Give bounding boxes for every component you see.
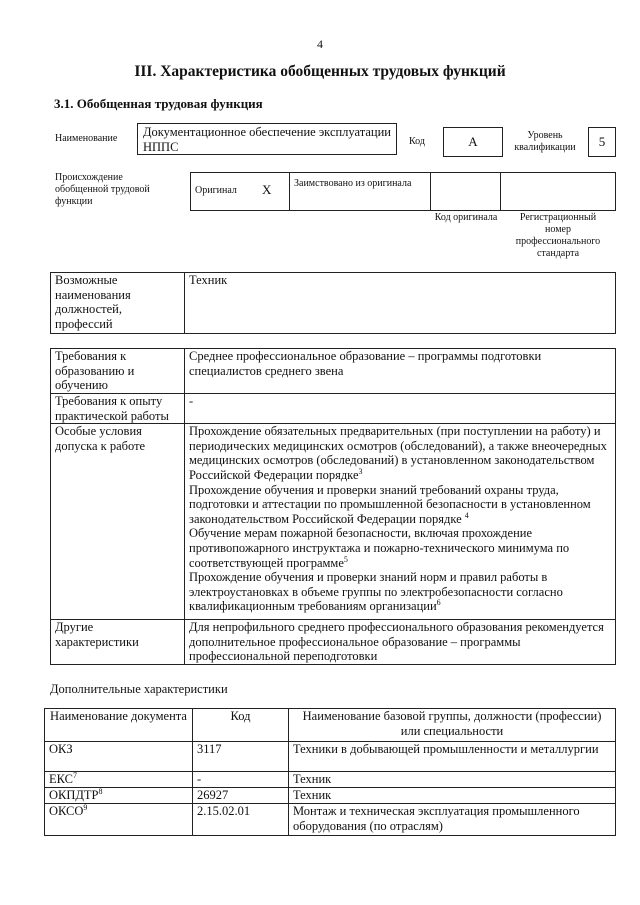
table-row [45, 788, 616, 804]
table-header-row [45, 709, 616, 742]
footnote-ref: 4 [464, 510, 469, 520]
doc-cell: ОКСО$^9$ [45, 804, 193, 836]
additional-title: Дополнительные характеристики [50, 682, 228, 696]
doc-cell: ЕКС$^7$ [45, 772, 193, 788]
footnote-ref: 9 [83, 802, 88, 812]
code-cell: 26927 [193, 788, 289, 804]
subsection-title: 3.1. Обобщенная трудовая функция [54, 96, 263, 111]
code-cell: 3117 [193, 742, 289, 772]
original-label: Оригинал [195, 185, 237, 196]
code-cell: - [193, 772, 289, 788]
code-original-caption: Код оригинала [434, 212, 498, 223]
positions-label: Возможные наименования должностей, профессий [51, 273, 185, 334]
table-row [51, 394, 616, 424]
name-cell: Техники в добывающей промышленности и металлургии [289, 742, 616, 772]
doc-cell: ОКПДТР$^8$ [45, 788, 193, 804]
doc-cell: ОКЗ [45, 742, 193, 772]
header-document: Наименование документа [45, 709, 193, 742]
footnote-ref: 5 [343, 554, 348, 564]
name-cell: Техник [289, 788, 616, 804]
footnote-ref: 6 [436, 598, 441, 608]
name-cell: Техник [289, 772, 616, 788]
condition-item: Прохождение обучения и проверки знаний норм и правил работы в электроустановках в объеме группы по электробезопасности согласно квалификационным требованиям организации$^6$ [189, 570, 563, 614]
requirement-value: Среднее профессиональное образование – программы подготовки специалистов среднего звена [185, 349, 616, 394]
header-code: Код [193, 709, 289, 742]
table-row [51, 620, 616, 665]
original-mark: Х [262, 182, 272, 197]
level-value-box [588, 127, 616, 157]
requirement-value: Для непрофильного среднего профессионального образования рекомендуется дополнительное профессиональное образование – программы профессиональной переподготовки [185, 620, 616, 665]
additional-table [44, 708, 616, 836]
positions-table [50, 272, 616, 334]
footnote-ref: 8 [98, 786, 103, 796]
code-label: Код [409, 136, 425, 147]
origin-divider-2 [430, 172, 431, 211]
origin-divider-1 [289, 172, 290, 211]
section-title: III. Характеристика обобщенных трудовых функций [134, 63, 506, 80]
level-label: Уровень квалификации [514, 130, 576, 153]
header-name: Наименование базовой группы, должности (профессии) или специальности [289, 709, 616, 742]
name-value-box [137, 123, 397, 155]
condition-item: Прохождение обучения и проверки знаний требований охраны труда, подготовки и аттестации по промышленной безопасности в установленном законодательством Российской Федерации порядке $^4$ [189, 482, 591, 526]
origin-label: Происхождение обобщенной трудовой функции [55, 172, 150, 207]
condition-item: Прохождение обязательных предварительных (при поступлении на работу) и периодических медицинских осмотров (обследований), а также внеочередных медицинских осмотров (обследований) в установленном законодательством Российской Федерации порядке$^3$ [189, 424, 607, 482]
table-row [51, 349, 616, 394]
requirement-value [185, 424, 616, 620]
table-row [51, 424, 616, 620]
name-label: Наименование [55, 133, 118, 144]
borrowed-label: Заимствовано из оригинала [294, 178, 412, 189]
footnote-ref: 7 [73, 770, 77, 780]
requirement-label: Требования к образованию и обучению [51, 349, 185, 394]
reg-number-caption: Регистрационный номер профессионального стандарта [515, 212, 601, 259]
level-value: 5 [598, 134, 606, 149]
requirements-table [50, 348, 616, 665]
table-row [45, 772, 616, 788]
code-cell: 2.15.02.01 [193, 804, 289, 836]
page-number: 4 [317, 37, 323, 51]
table-row [45, 742, 616, 772]
condition-item: Обучение мерам пожарной безопасности, включая прохождение противопожарного инструктажа и пожарно-технического минимума по соответствующей программе$^5$ [189, 526, 570, 570]
code-value: А [468, 134, 478, 149]
name-cell: Монтаж и техническая эксплуатация промышленного оборудования (по отраслям) [289, 804, 616, 836]
requirement-value: - [185, 394, 616, 424]
origin-divider-3 [500, 172, 501, 211]
code-value-box [443, 127, 503, 157]
requirement-label: Требования к опыту практической работы [51, 394, 185, 424]
requirement-label: Особые условия допуска к работе [51, 424, 185, 620]
name-value: Документационное обеспечение эксплуатации НППС [143, 125, 391, 154]
requirement-label: Другие характеристики [51, 620, 185, 665]
table-row [45, 804, 616, 836]
positions-value: Техник [185, 273, 616, 334]
footnote-ref: 3 [358, 466, 363, 476]
